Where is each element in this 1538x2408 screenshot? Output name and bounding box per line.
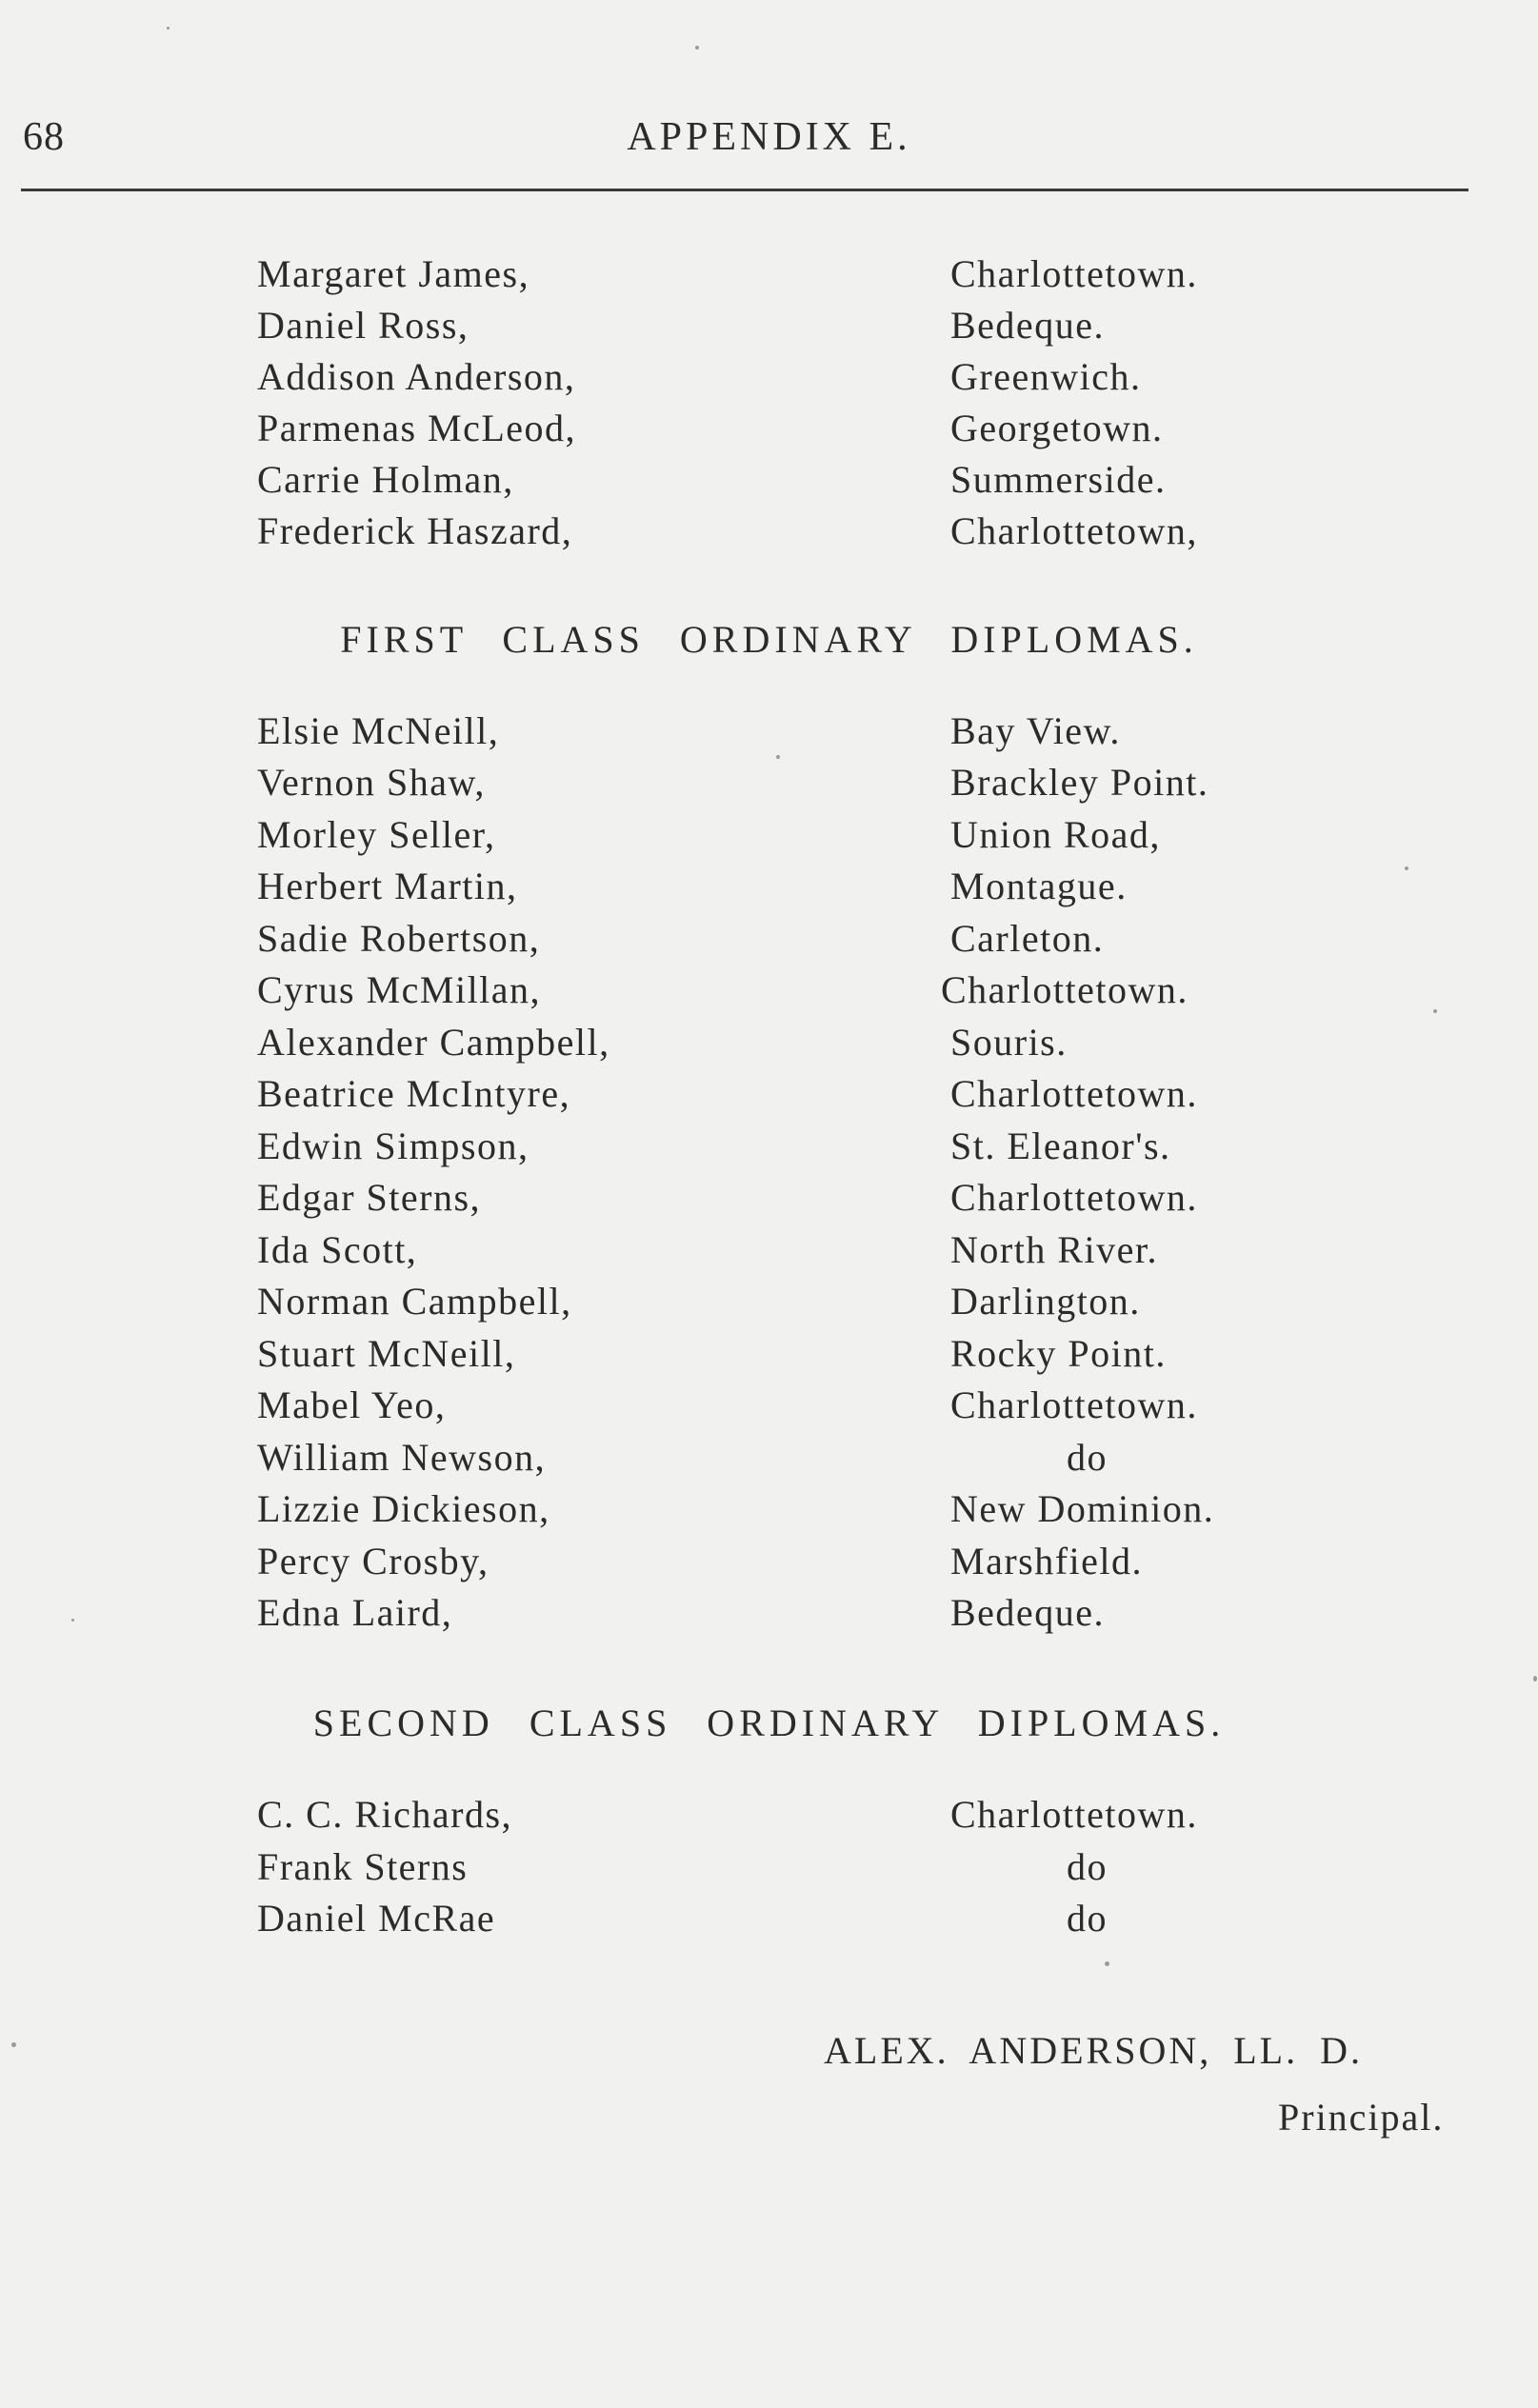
list-item bbox=[257, 1841, 1295, 1893]
student-place: Charlottetown. bbox=[950, 1793, 1198, 1836]
student-name: Percy Crosby, bbox=[257, 1540, 489, 1582]
paper-speck bbox=[1433, 1009, 1437, 1013]
student-place: Charlottetown, bbox=[950, 509, 1198, 552]
student-name: Cyrus McMillan, bbox=[257, 968, 542, 1011]
student-name: Stuart McNeill, bbox=[257, 1332, 516, 1375]
student-name: Edgar Sterns, bbox=[257, 1176, 482, 1219]
paper-speck bbox=[167, 27, 170, 30]
list-item bbox=[257, 1587, 1295, 1639]
list-item bbox=[257, 1121, 1295, 1172]
list-item bbox=[257, 706, 1295, 757]
list-item bbox=[257, 1432, 1295, 1483]
student-place: Bay View. bbox=[950, 709, 1121, 752]
student-place: Union Road, bbox=[950, 813, 1161, 856]
student-place: Darlington. bbox=[950, 1280, 1141, 1323]
student-name: Parmenas McLeod, bbox=[257, 407, 577, 449]
list-item bbox=[257, 403, 1295, 454]
student-place: Rocky Point. bbox=[950, 1332, 1167, 1375]
student-name: Mabel Yeo, bbox=[257, 1383, 447, 1426]
student-name: Ida Scott, bbox=[257, 1228, 418, 1271]
student-place: Carleton. bbox=[950, 917, 1105, 960]
list-item bbox=[257, 757, 1295, 808]
student-place: Charlottetown. bbox=[950, 252, 1198, 295]
header-rule bbox=[21, 189, 1468, 191]
list-item bbox=[257, 809, 1295, 861]
student-place: Charlottetown. bbox=[950, 1383, 1198, 1426]
student-name: Herbert Martin, bbox=[257, 865, 518, 907]
student-name: Edwin Simpson, bbox=[257, 1124, 529, 1167]
list-item bbox=[257, 913, 1295, 965]
student-place: Marshfield. bbox=[950, 1540, 1144, 1582]
list-item bbox=[257, 1224, 1295, 1276]
paper-speck bbox=[1105, 1961, 1109, 1966]
section-heading-first-class: FIRST CLASS ORDINARY DIPLOMAS. bbox=[340, 618, 1198, 661]
student-place: Brackley Point. bbox=[950, 761, 1209, 804]
list-item bbox=[257, 965, 1295, 1016]
student-place: do bbox=[1067, 1845, 1108, 1888]
list-item bbox=[257, 1276, 1295, 1327]
student-place: New Dominion. bbox=[950, 1487, 1215, 1530]
list-item bbox=[257, 1172, 1295, 1224]
list-item bbox=[257, 1483, 1295, 1535]
paper-speck bbox=[776, 755, 780, 759]
student-name: Margaret James, bbox=[257, 252, 530, 295]
section-heading-second-class: SECOND CLASS ORDINARY DIPLOMAS. bbox=[312, 1702, 1226, 1744]
student-name: Carrie Holman, bbox=[257, 458, 514, 501]
student-name: Morley Seller, bbox=[257, 813, 496, 856]
list-item bbox=[257, 1068, 1295, 1120]
list-item bbox=[257, 1017, 1295, 1068]
signature-title: Principal. bbox=[1278, 2096, 1445, 2139]
student-place: Georgetown. bbox=[950, 407, 1164, 449]
student-name: Edna Laird, bbox=[257, 1591, 453, 1634]
paper-speck bbox=[695, 46, 699, 50]
list-item bbox=[257, 861, 1295, 912]
student-name: Beatrice McIntyre, bbox=[257, 1072, 571, 1115]
student-place: Greenwich. bbox=[950, 355, 1142, 398]
list-item bbox=[257, 1789, 1295, 1841]
student-name: Sadie Robertson, bbox=[257, 917, 541, 960]
student-place: Souris. bbox=[950, 1021, 1068, 1064]
page-number: 68 bbox=[23, 115, 65, 159]
paper-speck bbox=[71, 1619, 74, 1622]
running-title: APPENDIX E. bbox=[627, 115, 911, 159]
student-name: Addison Anderson, bbox=[257, 355, 576, 398]
student-place: do bbox=[1067, 1436, 1108, 1479]
student-name: Daniel McRae bbox=[257, 1897, 496, 1940]
paper-speck bbox=[1533, 1676, 1537, 1682]
student-name: Daniel Ross, bbox=[257, 304, 469, 347]
student-name: William Newson, bbox=[257, 1436, 547, 1479]
list-item bbox=[257, 300, 1295, 351]
student-place: Charlottetown. bbox=[950, 1072, 1198, 1115]
student-name: Elsie McNeill, bbox=[257, 709, 500, 752]
student-name: Alexander Campbell, bbox=[257, 1021, 610, 1064]
student-name: Frederick Haszard, bbox=[257, 509, 573, 552]
paper-speck bbox=[11, 2042, 16, 2047]
list-item bbox=[257, 506, 1295, 557]
list-item bbox=[257, 1328, 1295, 1380]
list-item bbox=[257, 249, 1295, 300]
student-place: Montague. bbox=[950, 865, 1128, 907]
signature-name: ALEX. ANDERSON, LL. D. bbox=[824, 2029, 1363, 2072]
student-place: Bedeque. bbox=[950, 304, 1105, 347]
student-place: Summerside. bbox=[950, 458, 1167, 501]
list-item bbox=[257, 454, 1295, 506]
student-place: Charlottetown. bbox=[941, 968, 1188, 1011]
student-place: St. Eleanor's. bbox=[950, 1124, 1171, 1167]
student-place: North River. bbox=[950, 1228, 1158, 1271]
student-place: do bbox=[1067, 1897, 1108, 1940]
list-item bbox=[257, 1380, 1295, 1431]
student-name: Lizzie Dickieson, bbox=[257, 1487, 550, 1530]
paper-speck bbox=[1405, 866, 1408, 870]
list-item bbox=[257, 1536, 1295, 1587]
list-item bbox=[257, 351, 1295, 403]
student-name: C. C. Richards, bbox=[257, 1793, 513, 1836]
student-name: Frank Sterns bbox=[257, 1845, 469, 1888]
student-name: Norman Campbell, bbox=[257, 1280, 572, 1323]
student-place: Charlottetown. bbox=[950, 1176, 1198, 1219]
list-item bbox=[257, 1893, 1295, 1944]
student-name: Vernon Shaw, bbox=[257, 761, 486, 804]
student-place: Bedeque. bbox=[950, 1591, 1105, 1634]
